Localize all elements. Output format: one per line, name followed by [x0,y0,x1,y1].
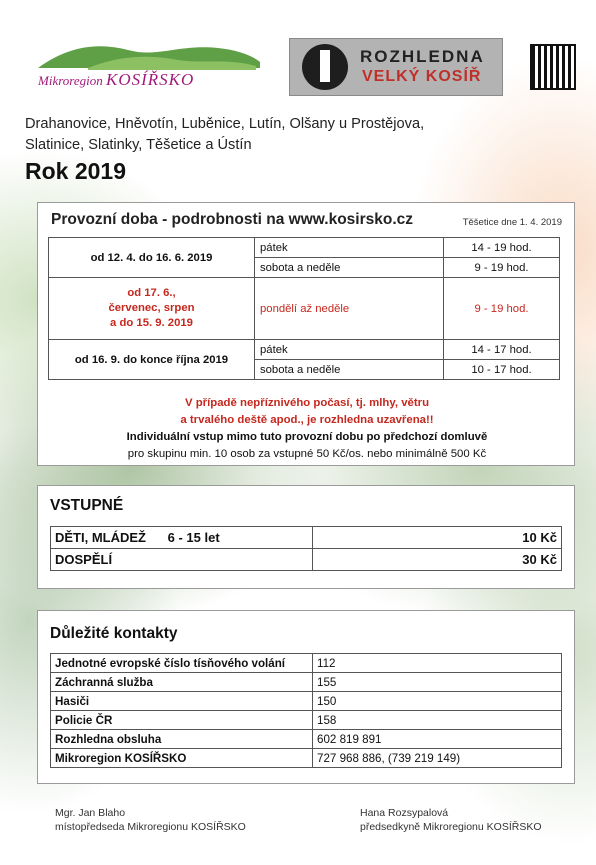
table-row [51,549,562,571]
category-cell [51,527,313,549]
contact-number: 155 [313,673,562,692]
signatory-name: Hana Rozsypalová [360,807,449,819]
days-cell: pátek [255,238,444,258]
category-label: DĚTI, MLÁDEŽ [55,530,146,545]
website-link[interactable]: www.kosirsko.cz [288,211,414,228]
days-cell: sobota a neděle [255,360,444,380]
period-line: a do 15. 9. 2019 [110,317,193,329]
days-cell: sobota a neděle [255,258,444,278]
table-row [49,238,560,258]
admission-table [50,526,562,571]
category-label: DOSPĚLÍ [55,552,113,567]
table-row [51,673,562,692]
hours-cell: 10 - 17 hod. [444,360,560,380]
signature-block-right [360,806,542,834]
contact-number: 727 968 886, (739 219 149) [313,749,562,768]
contact-name: Jednotné evropské číslo tísňového volání [51,654,313,673]
badge-subtitle: VELKÝ KOSÍŘ [362,68,482,85]
admission-panel [37,485,575,589]
table-row [49,278,560,340]
table-row [51,527,562,549]
contact-name: Hasiči [51,692,313,711]
date-note: Těšetice dne 1. 4. 2019 [462,217,562,228]
contacts-table [50,653,562,768]
hours-cell: 14 - 19 hod. [444,238,560,258]
logo-prefix: Mikroregion [38,73,103,88]
villages-list: Drahanovice, Hněvotín, Luběnice, Lutín, Olšany u Prostějova, Slatinice, Slatinky, Těšetice a Ústín [25,116,425,153]
contact-number: 150 [313,692,562,711]
contact-number: 112 [313,654,562,673]
logo-text [38,70,194,90]
tower-icon [320,50,330,82]
hours-cell: 14 - 17 hod. [444,340,560,360]
contact-number: 602 819 891 [313,730,562,749]
table-row [51,711,562,730]
period-cell: od 16. 9. do konce října 2019 [49,340,255,380]
logo-name: KOSÍŘSKO [106,70,195,89]
admission-title: VSTUPNÉ [50,497,124,514]
period-line: červenec, srpen [108,302,195,314]
badge-title: ROZHLEDNA [360,47,485,66]
contact-name: Záchranná služba [51,673,313,692]
price-cell: 10 Kč [313,527,562,549]
weather-warning-line1: V případě nepříznivého počasí, tj. mlhy, větru [184,397,430,409]
price-cell: 30 Kč [313,549,562,571]
hours-cell: 9 - 19 hod. [444,258,560,278]
weather-warning-line2: a trvalého deště apod., je rozhledna uzavřena!! [180,414,434,426]
contact-name: Rozhledna obsluha [51,730,313,749]
signature-block-left [55,806,246,834]
opening-hours-title [51,211,413,229]
age-label: 6 - 15 let [167,530,220,545]
table-row [51,654,562,673]
individual-entry-note: Individuální vstup mimo tuto provozní dobu po předchozí domluvě [126,431,488,443]
period-line: od 17. 6., [127,287,176,299]
contacts-panel [37,610,575,784]
qr-code-icon [530,44,576,90]
notes-block [38,395,576,463]
signatory-role: místopředseda Mikroregionu KOSÍŘSKO [55,821,246,833]
year-heading: Rok 2019 [25,158,127,184]
category-cell [51,549,313,571]
contact-name: Mikroregion KOSÍŘSKO [51,749,313,768]
days-cell: pátek [255,340,444,360]
opening-hours-panel [37,202,575,466]
signatory-role: předsedkyně Mikroregionu KOSÍŘSKO [360,821,542,833]
hours-cell: 9 - 19 hod. [444,278,560,340]
table-row [51,730,562,749]
period-cell: od 12. 4. do 16. 6. 2019 [49,238,255,278]
contacts-title: Důležité kontakty [50,625,178,642]
table-row [51,692,562,711]
opening-hours-table [48,237,560,380]
table-row [49,340,560,360]
table-row [51,749,562,768]
contact-number: 158 [313,711,562,730]
period-cell [49,278,255,340]
opening-hours-label: Provozní doba - podrobnosti na [51,211,285,228]
group-entry-note: pro skupinu min. 10 osob za vstupné 50 Kč/os. nebo minimálně 500 Kč [127,448,487,460]
rozhledna-badge [289,38,503,96]
signatory-name: Mgr. Jan Blaho [55,807,126,819]
days-cell: pondělí až neděle [255,278,444,340]
contact-name: Policie ČR [51,711,313,730]
